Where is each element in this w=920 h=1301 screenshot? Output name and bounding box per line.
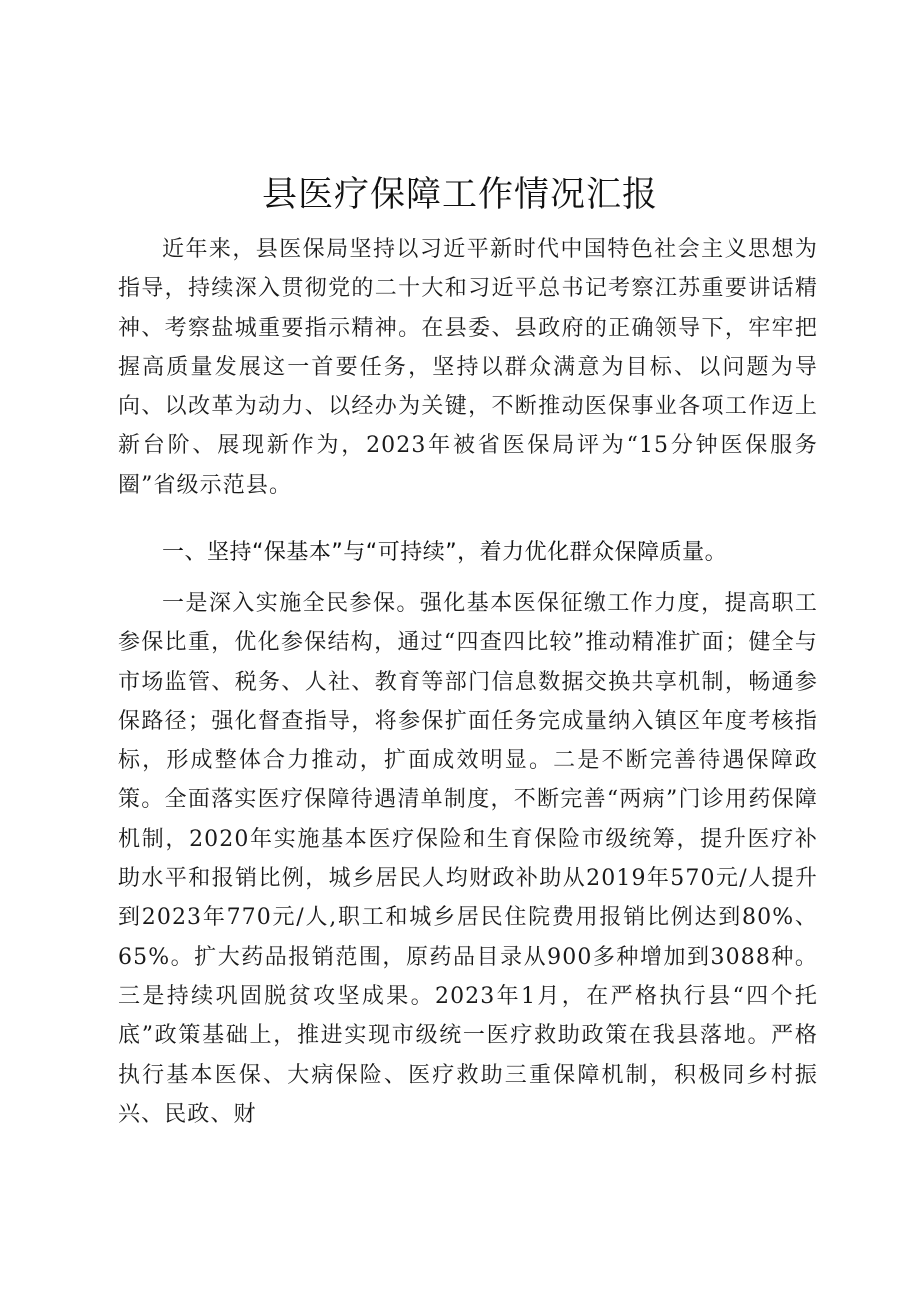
intro-paragraph: 近年来，县医保局坚持以习近平新时代中国特色社会主义思想为指导，持续深入贯彻党的二十大和习近平总书记考察江苏重要讲话精神、考察盐城重要指示精神。在县委、县政府的正确领导下，牢牢把握高质量发展这一首要任务，坚持以群众满意为目标、以问题为导向、以改革为动力、以经办为关键，不断推动医保事业各项工作迈上新台阶、展现新作为，2023年被省医保局评为“15分钟医保服务圈”省级示范县。 xyxy=(118,237,818,498)
section-heading: 一、坚持“保基本”与“可持续”，着力优化群众保障质量。 xyxy=(162,540,728,565)
section-body-paragraph: 一是深入实施全民参保。强化基本医保征缴工作力度，提高职工参保比重，优化参保结构，通过“四查四比较”推动精准扩面；健全与市场监管、税务、人社、教育等部门信息数据交换共享机制，畅通参保路径；强化督查指导，将参保扩面任务完成量纳入镇区年度考核指标，形成整体合力推动，扩面成效明显。二是不断完善待遇保障政策。全面落实医疗保障待遇清单制度，不断完善“两病”门诊用药保障机制，2020年实施基本医疗保险和生育保险市级统筹，提升医疗补助水平和报销比例，城乡居民人均财政补助从2019年570元/人提升到2023年770元/人,职工和城乡居民住院费用报销比例达到80%、65%。扩大药品报销范围，原药品目录从900多种增加到3088种。三是持续巩固脱贫攻坚成果。2023年1月，在严格执行县“四个托底”政策基础上，推进实现市级统一医疗救助政策在我县落地。严格执行基本医保、大病保险、医疗救助三重保障机制，积极同乡村振兴、民政、财 xyxy=(118,591,818,1127)
document-title: 县医疗保障工作情况汇报 xyxy=(261,175,658,215)
